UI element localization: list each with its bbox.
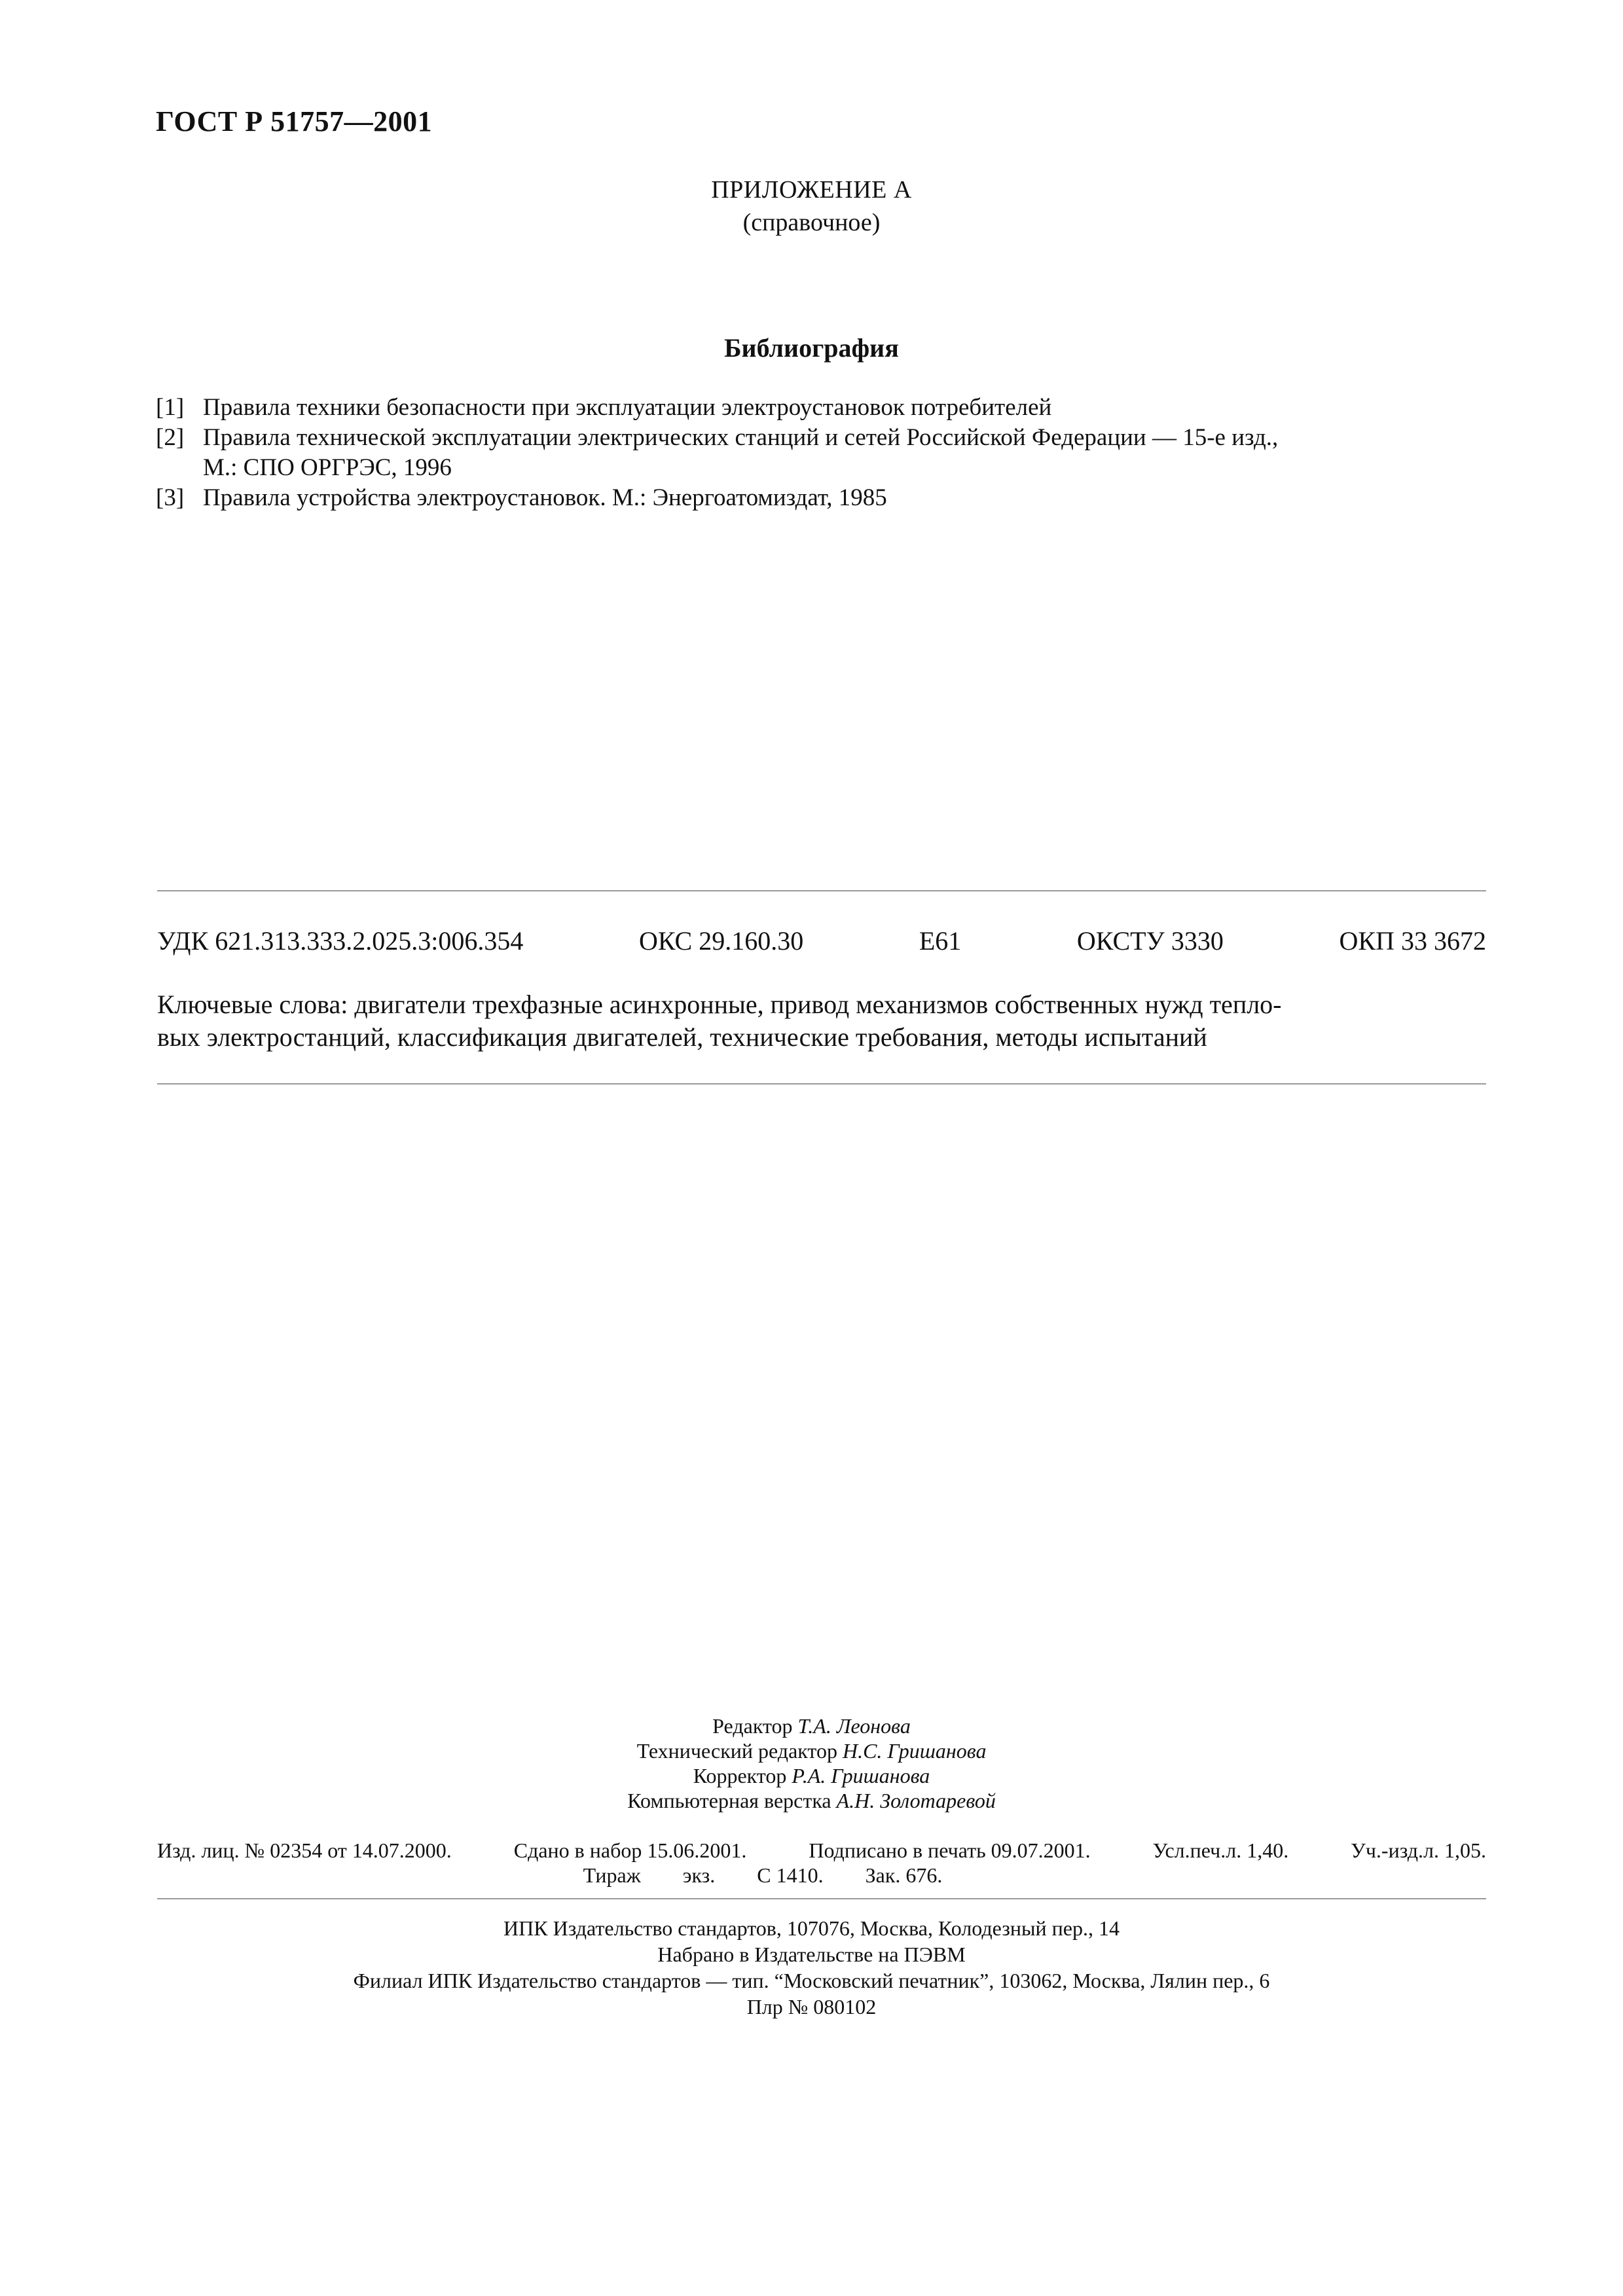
e-code: Е61 xyxy=(919,926,962,956)
credit-proofreader xyxy=(0,1763,1623,1788)
bibliography-item-text xyxy=(203,423,1478,483)
keywords-line: Ключевые слова: двигатели трехфазные асинхронные, привод механизмов собственных нужд тепло- xyxy=(157,990,1282,1019)
credit-label: Редактор xyxy=(712,1714,793,1738)
okp-code: ОКП 33 3672 xyxy=(1339,926,1486,956)
credit-label: Технический редактор xyxy=(636,1739,837,1763)
ekz-label: экз. xyxy=(682,1863,716,1887)
credit-label: Компьютерная верстка xyxy=(627,1789,831,1812)
license-info: Изд. лиц. № 02354 от 14.07.2000. xyxy=(157,1839,452,1862)
appendix-subtitle: (справочное) xyxy=(742,209,881,236)
keywords xyxy=(157,988,1486,1054)
bibliography-item-line: М.: СПО ОРГРЭС, 1996 xyxy=(203,454,452,481)
udk-code: УДК 621.313.333.2.025.3:006.354 xyxy=(157,926,524,956)
classification-row xyxy=(157,925,1486,956)
credits xyxy=(0,1713,1623,1813)
credit-name: Н.С. Гришанова xyxy=(842,1739,987,1763)
bibliography-item-number: [2] xyxy=(156,424,185,451)
bibliography-item-line: Правила технической эксплуатации электрических станций и сетей Российской Федерации — 15-е изд., xyxy=(203,424,1279,451)
bibliography-list xyxy=(156,393,1478,513)
bibliography-item-text: Правила устройства электроустановок. М.: Энергоатомиздат, 1985 xyxy=(203,484,887,511)
credit-tech-editor xyxy=(0,1738,1623,1763)
bibliography-item xyxy=(156,483,1478,513)
credit-label: Корректор xyxy=(693,1764,787,1787)
c-code: С 1410. xyxy=(757,1863,824,1887)
usl-pech: Усл.печ.л. 1,40. xyxy=(1152,1839,1289,1862)
divider-top xyxy=(157,890,1486,891)
credit-name: Р.А. Гришанова xyxy=(792,1764,930,1787)
publisher-line: ИПК Издательство стандартов, 107076, Москва, Колодезный пер., 14 xyxy=(503,1916,1120,1940)
signed-date: Подписано в печать 09.07.2001. xyxy=(809,1839,1091,1862)
uch-izd: Уч.-изд.л. 1,05. xyxy=(1351,1839,1486,1862)
divider-publisher xyxy=(157,1898,1486,1899)
publisher-info xyxy=(0,1915,1623,2020)
publisher-line: Филиал ИПК Издательство стандартов — тип. “Московский печатник”, 103062, Москва, Лялин пер., 6 xyxy=(353,1969,1270,1992)
appendix-title: ПРИЛОЖЕНИЕ А xyxy=(711,176,912,204)
divider-bottom xyxy=(157,1083,1486,1085)
typeset-date: Сдано в набор 15.06.2001. xyxy=(513,1839,747,1862)
tirazh-label: Тираж xyxy=(583,1863,641,1887)
bibliography-item xyxy=(156,423,1478,483)
print-info-line xyxy=(157,1863,1486,1888)
keywords-line: вых электростанций, классификация двигателей, технические требования, методы испытаний xyxy=(157,1022,1207,1052)
standard-code: ГОСТ Р 51757—2001 xyxy=(156,105,433,137)
print-info-line xyxy=(157,1838,1486,1863)
bibliography-item-text: Правила техники безопасности при эксплуатации электроустановок потребителей xyxy=(203,394,1052,421)
credit-editor xyxy=(0,1713,1623,1738)
bibliography-item-number: [3] xyxy=(156,484,185,511)
order-number: Зак. 676. xyxy=(865,1863,943,1887)
okstu-code: ОКСТУ 3330 xyxy=(1076,926,1224,956)
publisher-line: Набрано в Издательстве на ПЭВМ xyxy=(657,1943,966,1966)
print-info xyxy=(157,1838,1486,1888)
oks-code: ОКС 29.160.30 xyxy=(638,926,804,956)
publisher-line: Плр № 080102 xyxy=(746,1995,877,2018)
credit-name: Т.А. Леонова xyxy=(797,1714,911,1738)
bibliography-heading: Библиография xyxy=(724,333,899,363)
bibliography-item xyxy=(156,393,1478,423)
bibliography-item-number: [1] xyxy=(156,394,185,421)
credit-name: А.Н. Золотаревой xyxy=(836,1789,996,1812)
credit-layout xyxy=(0,1788,1623,1813)
